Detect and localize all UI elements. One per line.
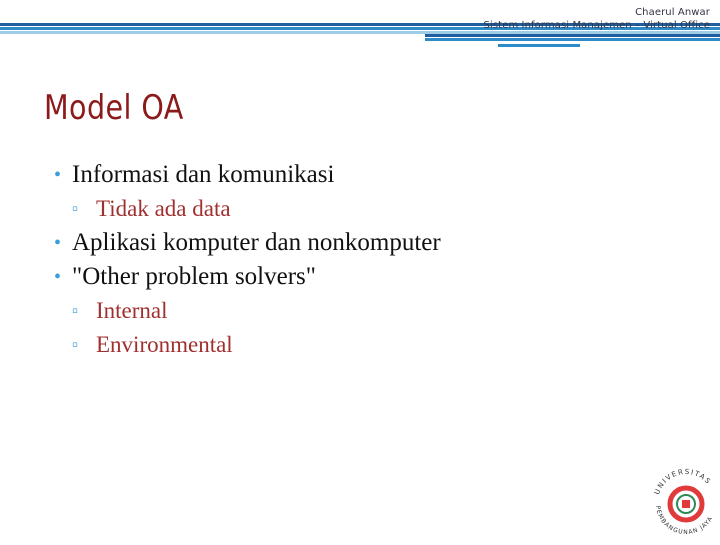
logo-text-bottom: PEMBANGUNAN JAYA: [653, 505, 715, 537]
university-logo: [648, 460, 720, 540]
sub-bullet-item: [52, 328, 672, 362]
sub-bullet-item: [52, 294, 672, 328]
bullet-text: "Other problem solvers": [72, 263, 316, 290]
header-meta: [484, 6, 710, 32]
header-stripe: [425, 34, 720, 37]
sub-bullet-square-icon: ▫: [72, 199, 79, 218]
author-name: Chaerul Anwar: [635, 7, 710, 18]
svg-text:UNIVERSITAS: [653, 468, 713, 496]
header-stripe: [425, 38, 720, 41]
sub-bullet-text: Internal: [96, 298, 168, 323]
bullet-item: [52, 226, 672, 260]
sub-bullet-item: [52, 192, 672, 226]
bullet-dot-icon: •: [54, 266, 62, 288]
bullet-item: [52, 260, 672, 294]
sub-bullet-text: Environmental: [96, 332, 233, 357]
university-seal-icon: [648, 460, 720, 540]
sub-bullet-square-icon: ▫: [72, 301, 79, 320]
bullet-item: [52, 158, 672, 192]
bullet-text: Informasi dan komunikasi: [72, 161, 335, 188]
course-subtitle: Sistem Informasi Manajemen – Virtual Office: [483, 20, 710, 31]
sub-bullet-square-icon: ▫: [72, 335, 79, 354]
bullet-dot-icon: •: [54, 232, 62, 254]
sub-bullet-text: Tidak ada data: [96, 196, 231, 221]
bullet-text: Aplikasi komputer dan nonkomputer: [72, 229, 441, 256]
slide-content: [52, 158, 672, 362]
header-stripe: [498, 44, 580, 47]
slide-title: Model OA: [44, 88, 184, 128]
logo-text-top: UNIVERSITAS: [653, 467, 713, 496]
bullet-dot-icon: •: [54, 164, 62, 186]
